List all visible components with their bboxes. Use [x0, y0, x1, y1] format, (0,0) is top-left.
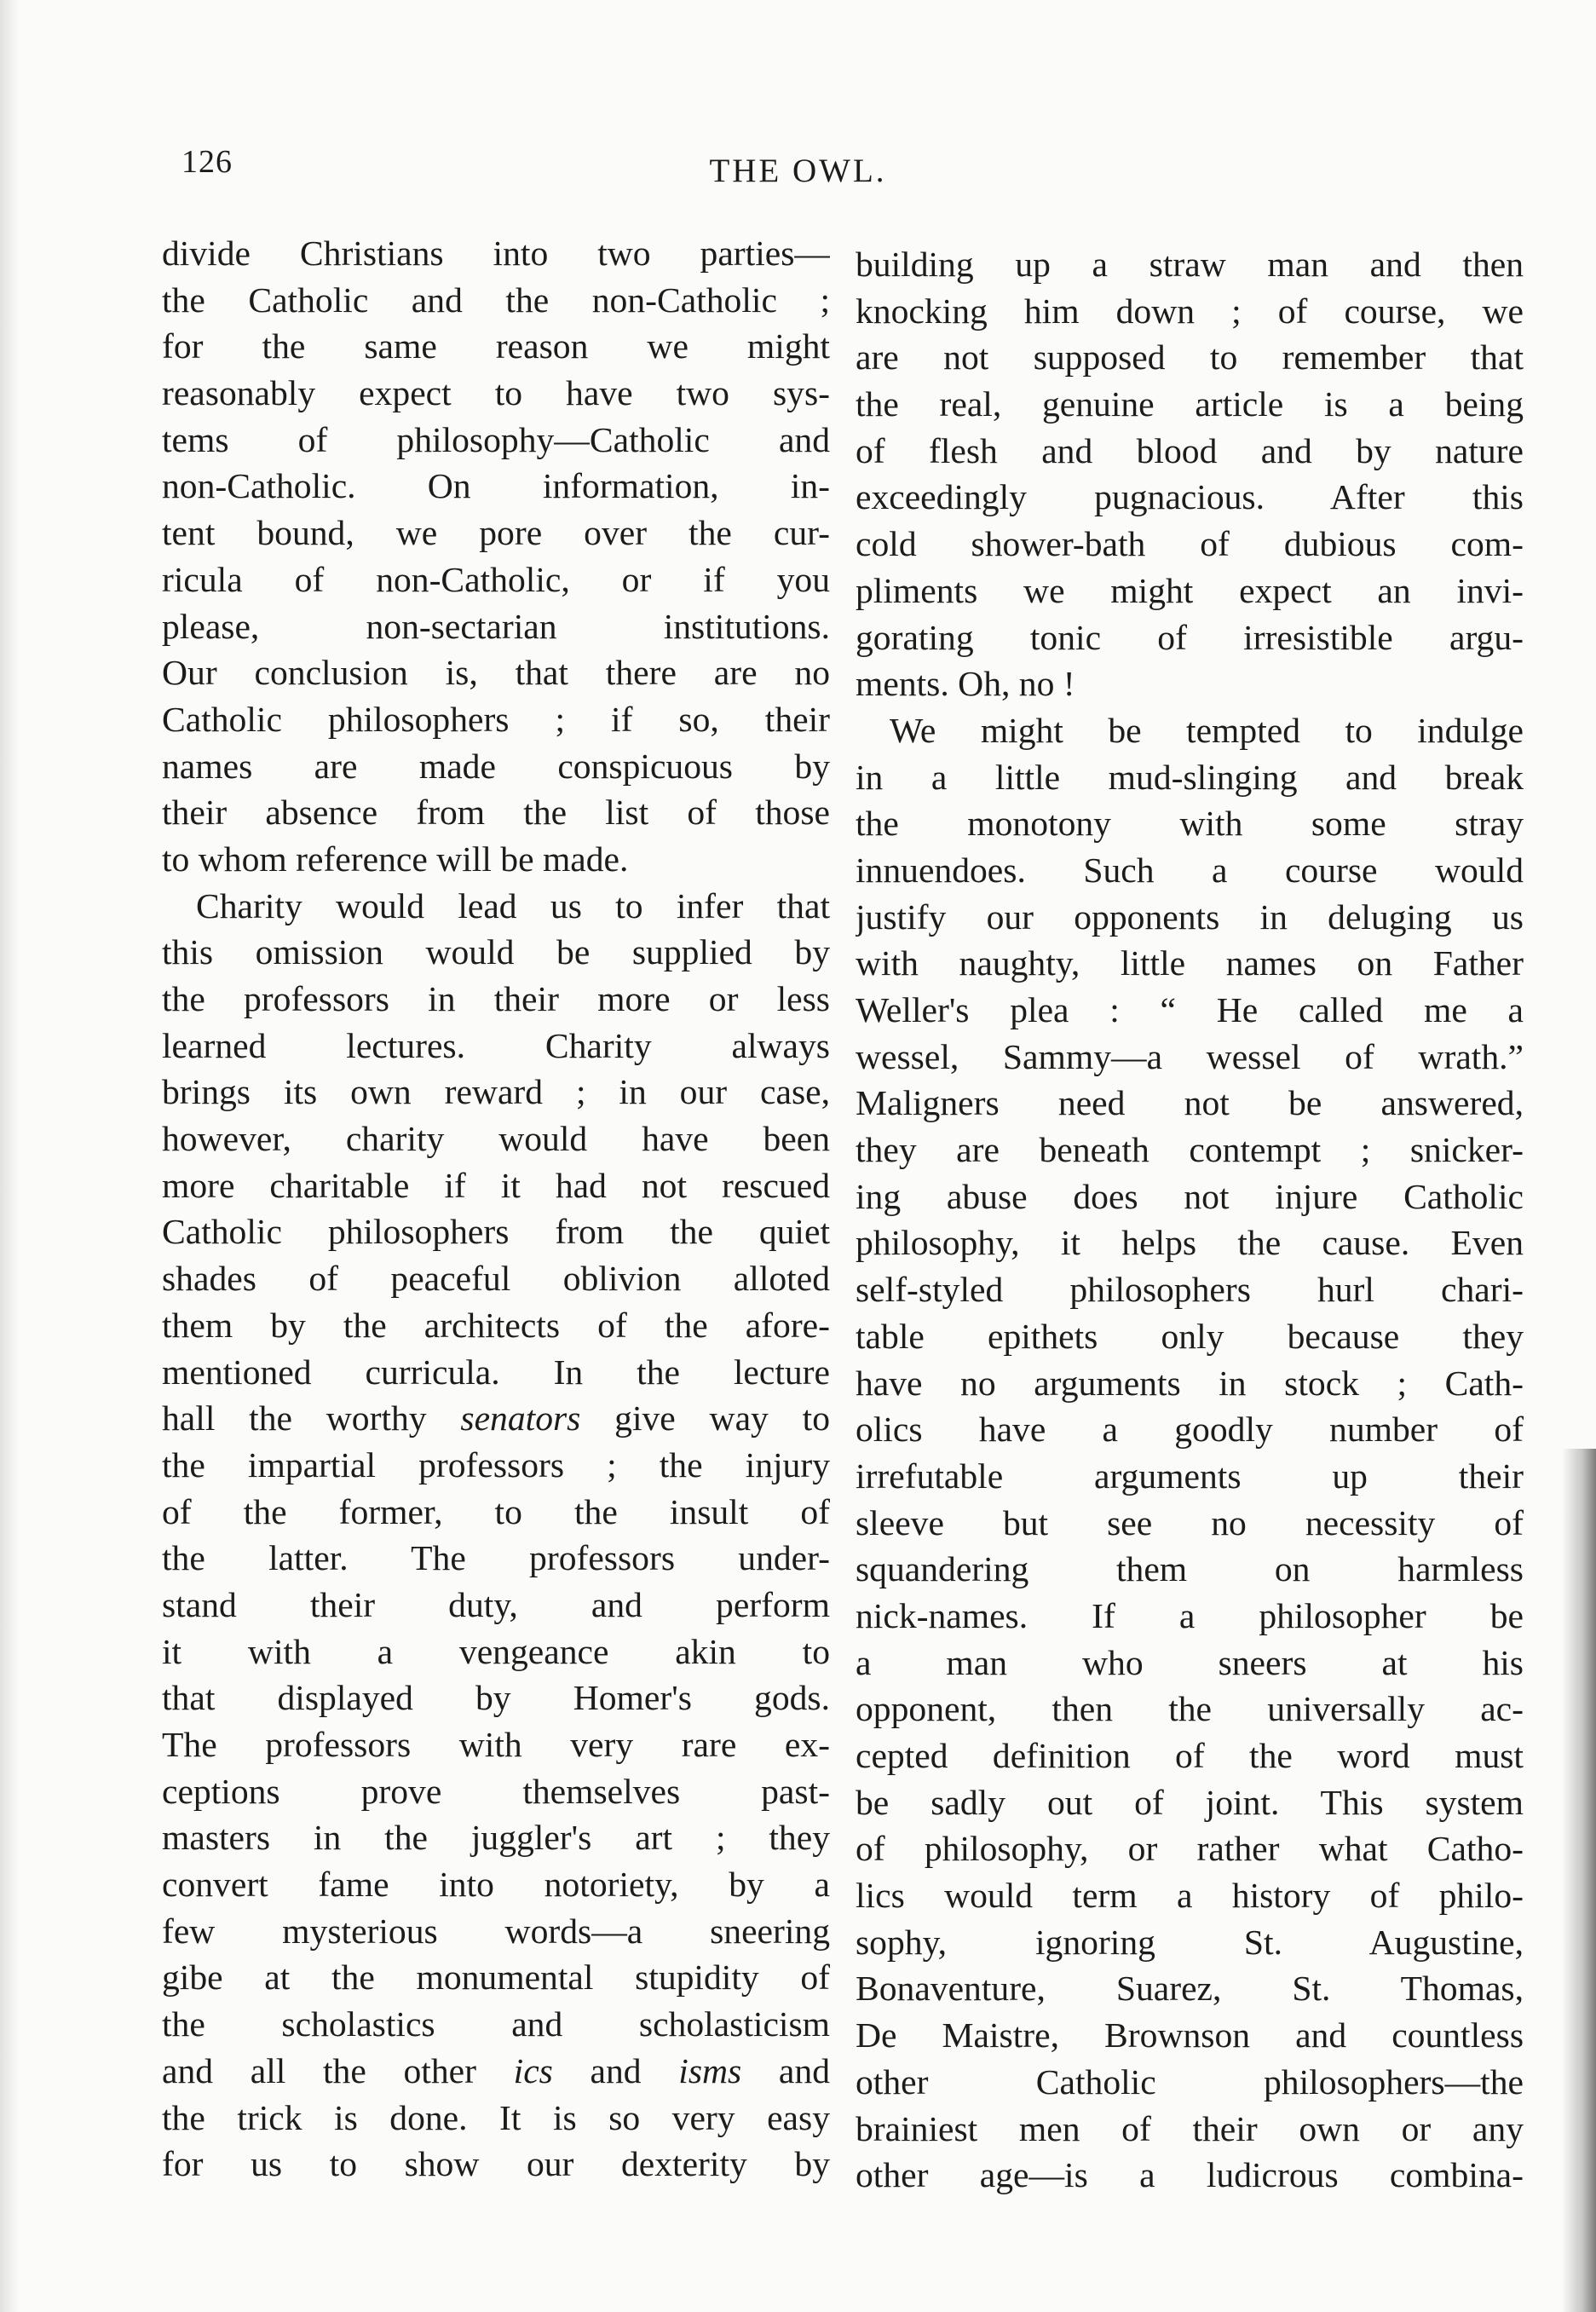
text-line: tent bound, we pore over the cur-	[162, 513, 830, 553]
text-line: nick-names. If a philosopher be	[856, 1595, 1524, 1635]
text-line-ics-isms	[162, 2048, 830, 2095]
page-left-edge-shading	[0, 0, 19, 2312]
text-line: please, non-sectarian institutions.	[162, 606, 830, 646]
text-line: to whom reference will be made.	[162, 839, 629, 879]
page-number: 126	[181, 144, 233, 180]
text-line: olics have a goodly number of	[856, 1410, 1524, 1450]
text-line: opponent, then the universally ac-	[856, 1689, 1524, 1729]
text-fragment: give way to	[580, 1398, 830, 1439]
text-fragment: and	[552, 2050, 679, 2090]
text-line: the impartial professors ; the injury	[162, 1444, 830, 1485]
text-line: wessel, Sammy—a wessel of wrath.”	[856, 1036, 1524, 1076]
text-line: the trick is done. It is so very easy	[162, 2097, 830, 2137]
text-line: the professors in their more or less	[162, 979, 830, 1018]
text-line: divide Christians into two parties—	[162, 234, 830, 273]
text-line: lics would term a history of philo-	[856, 1876, 1524, 1916]
text-line-senators	[162, 1395, 830, 1442]
text-line: are not supposed to remember that	[856, 337, 1524, 378]
text-line: this omission would be supplied by	[162, 932, 830, 972]
text-line: squandering them on harmless	[856, 1549, 1524, 1589]
text-line: more charitable if it had not rescued	[162, 1165, 830, 1205]
text-line: self-styled philosophers hurl chari-	[856, 1270, 1524, 1310]
text-line: irrefutable arguments up their	[856, 1456, 1524, 1496]
text-fragment: hall the worthy	[162, 1398, 461, 1439]
text-line: in a little mud-slinging and break	[856, 757, 1524, 797]
text-line: the real, genuine article is a being	[856, 384, 1524, 424]
text-line: Maligners need not be answered,	[856, 1083, 1524, 1123]
text-line: cepted definition of the word must	[856, 1736, 1524, 1775]
text-line: Bonaventure, Suarez, St. Thomas,	[856, 1969, 1524, 2009]
text-fragment: and all the other	[162, 2050, 514, 2090]
text-line: reasonably expect to have two sys-	[162, 373, 830, 413]
text-line: have no arguments in stock ; Cath-	[856, 1363, 1524, 1403]
text-line: be sadly out of joint. This system	[856, 1782, 1524, 1822]
text-line: building up a straw man and then	[856, 245, 1524, 284]
text-line: of philosophy, or rather what Catho-	[856, 1829, 1524, 1869]
text-line: The professors with very rare ex-	[162, 1725, 830, 1764]
text-line: their absence from the list of those	[162, 793, 830, 833]
text-line: justify our opponents in deluging us	[856, 897, 1524, 937]
text-line: few mysterious words—a sneering	[162, 1911, 830, 1951]
text-line: them by the architects of the afore-	[162, 1305, 830, 1345]
right-column	[856, 241, 1524, 2199]
text-line: De Maistre, Brownson and countless	[856, 2015, 1524, 2055]
text-line: names are made conspicuous by	[162, 746, 830, 786]
text-line: brainiest men of their own or any	[856, 2108, 1524, 2148]
text-fragment: and	[741, 2050, 830, 2090]
text-line: the scholastics and scholasticism	[162, 2004, 830, 2044]
italic-word-senators: senators	[460, 1398, 581, 1439]
text-line: Our conclusion is, that there are no	[162, 653, 830, 693]
text-line: the Catholic and the non-Catholic ;	[162, 280, 830, 320]
text-line: they are beneath contempt ; snicker-	[856, 1130, 1524, 1170]
text-line: exceedingly pugnacious. After this	[856, 477, 1524, 517]
left-column	[162, 230, 830, 2188]
text-line: for us to show our dexterity by	[162, 2144, 830, 2184]
text-line: gorating tonic of irresistible argu-	[856, 617, 1524, 657]
italic-word-ics: ics	[513, 2050, 553, 2090]
text-line: mentioned curricula. In the lecture	[162, 1352, 830, 1392]
page-right-edge-shading	[1562, 1449, 1596, 2312]
text-line: learned lectures. Charity always	[162, 1025, 830, 1065]
text-line: other Catholic philosophers—the	[856, 2061, 1524, 2102]
text-line: it with a vengeance akin to	[162, 1631, 830, 1671]
text-line: tems of philosophy—Catholic and	[162, 419, 830, 459]
text-line: knocking him down ; of course, we	[856, 291, 1524, 331]
text-line: innuendoes. Such a course would	[856, 850, 1524, 890]
text-line: ments. Oh, no !	[856, 664, 1075, 704]
text-line: that displayed by Homer's gods.	[162, 1678, 830, 1718]
text-line: of flesh and blood and by nature	[856, 430, 1524, 470]
text-line: the latter. The professors under-	[162, 1538, 830, 1578]
text-line: gibe at the monumental stupidity of	[162, 1957, 830, 1998]
text-line: Catholic philosophers from the quiet	[162, 1212, 830, 1252]
text-line: however, charity would have been	[162, 1119, 830, 1159]
text-line: for the same reason we might	[162, 326, 830, 366]
text-line: philosophy, it helps the cause. Even	[856, 1223, 1524, 1263]
text-line: sleeve but see no necessity of	[856, 1502, 1524, 1542]
text-line: Weller's plea : “ He called me a	[856, 990, 1524, 1029]
text-line: non-Catholic. On information, in-	[162, 466, 830, 506]
text-line: table epithets only because they	[856, 1316, 1524, 1356]
text-line: Catholic philosophers ; if so, their	[162, 699, 830, 739]
text-line: ceptions prove themselves past-	[162, 1771, 830, 1811]
text-line: pliments we might expect an invi-	[856, 570, 1524, 610]
text-line: shades of peaceful oblivion alloted	[162, 1259, 830, 1299]
text-line: ricula of non-Catholic, or if you	[162, 559, 830, 599]
text-line: cold shower-bath of dubious com-	[856, 524, 1524, 564]
text-line: stand their duty, and perform	[162, 1584, 830, 1624]
text-line: of the former, to the insult of	[162, 1491, 830, 1531]
text-line: convert fame into notoriety, by a	[162, 1865, 830, 1905]
text-line: other age—is a ludicrous combina-	[856, 2155, 1524, 2195]
running-title: THE OWL.	[709, 153, 887, 189]
text-line: ing abuse does not injure Catholic	[856, 1176, 1524, 1216]
text-line: masters in the juggler's art ; they	[162, 1818, 830, 1858]
text-line: with naughty, little names on Father	[856, 943, 1524, 983]
text-line: Charity would lead us to infer that	[196, 885, 830, 925]
italic-word-isms: isms	[678, 2050, 742, 2090]
text-line: We might be tempted to indulge	[890, 710, 1524, 750]
text-line: a man who sneers at his	[856, 1642, 1524, 1682]
text-line: the monotony with some stray	[856, 804, 1524, 844]
text-line: sophy, ignoring St. Augustine,	[856, 1922, 1524, 1962]
text-line: brings its own reward ; in our case,	[162, 1072, 830, 1112]
